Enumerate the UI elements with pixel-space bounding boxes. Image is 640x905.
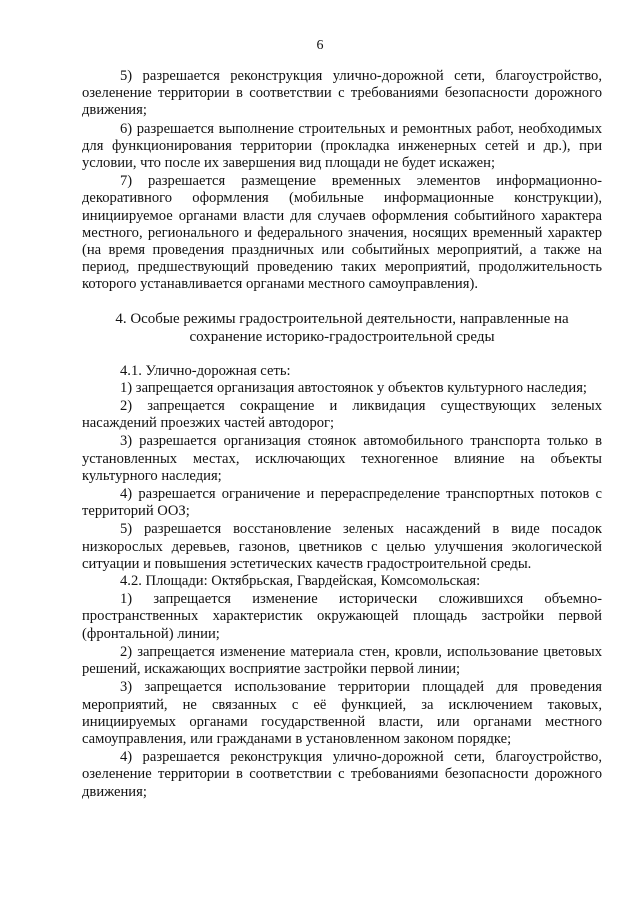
paragraph-4-1-item-3: 3) разрешается организация стоянок автомобильного транспорта только в установленных местах, исключающих техногенное влияние на объекты культурного наследия; (82, 433, 602, 484)
paragraph-4-1-item-4: 4) разрешается ограничение и перераспределение транспортных потоков с территорий ООЗ; (82, 486, 602, 520)
paragraph-4-2-item-3: 3) запрещается использование территории площадей для проведения мероприятий, не связанных с её функцией, за исключением таковых, инициируемых органами государственной власти, или органами местного самоуправления, или гражданами в установленном законом порядке; (82, 679, 602, 747)
paragraph-4-2-item-4: 4) разрешается реконструкция улично-дорожной сети, благоустройство, озеленение территории в соответствии с требованиями безопасности дорожного движения; (82, 749, 602, 800)
document-body (82, 68, 602, 801)
page-number: 6 (316, 38, 324, 53)
paragraph-4-1-item-1: 1) запрещается организация автостоянок у объектов культурного наследия; (120, 379, 587, 396)
paragraph-before-7: 7) разрешается размещение временных элементов информационно-декоративного оформления (мобильные информационные конструкции), инициируемое органами власти для случаев оформления событийного характера местного, регионального и федерального значения, носящих временный характер (на время проведения праздничных или событийных мероприятий, а также на период, предшествующий проведению таких мероприятий, продолжительность которого устанавливается органами местного самоуправления). (82, 173, 602, 293)
paragraph-4-1-item-2: 2) запрещается сокращение и ликвидация существующих зеленых насаждений проезжих частей автодорог; (82, 398, 602, 432)
section-heading-line-1: 4. Особые режимы градостроительной деятельности, направленные на (115, 310, 569, 327)
section-heading (82, 310, 602, 346)
subsection-title-4-2: 4.2. Площади: Октябрьская, Гвардейская, Комсомольская: (120, 573, 481, 590)
section-heading-line-2: сохранение историко-градостроительной среды (189, 328, 495, 345)
subsection-title-4-1: 4.1. Улично-дорожная сеть: (120, 362, 291, 379)
paragraph-before-6: 6) разрешается выполнение строительных и ремонтных работ, необходимых для функционирования территории (прокладка инженерных сетей и др.), при условии, что после их завершения вид площади не будет искажен; (82, 120, 602, 172)
paragraph-4-2-item-1: 1) запрещается изменение исторически сложившихся объемно-пространственных характеристик окружающей площадь застройки первой (фронтальной) линии; (82, 591, 602, 642)
paragraph-before-5: 5) разрешается реконструкция улично-дорожной сети, благоустройство, озеленение территории в соответствии с требованиями безопасности дорожного движения; (82, 68, 602, 119)
paragraph-4-2-item-2: 2) запрещается изменение материала стен, кровли, использование цветовых решений, искажающих восприятие застройки первой линии; (82, 643, 602, 678)
paragraph-4-1-item-5: 5) разрешается восстановление зеленых насаждений в виде посадок низкорослых деревьев, газонов, цветников с целью улучшения экологической ситуации и повышения эстетических качеств градостроительной среды. (82, 521, 602, 572)
